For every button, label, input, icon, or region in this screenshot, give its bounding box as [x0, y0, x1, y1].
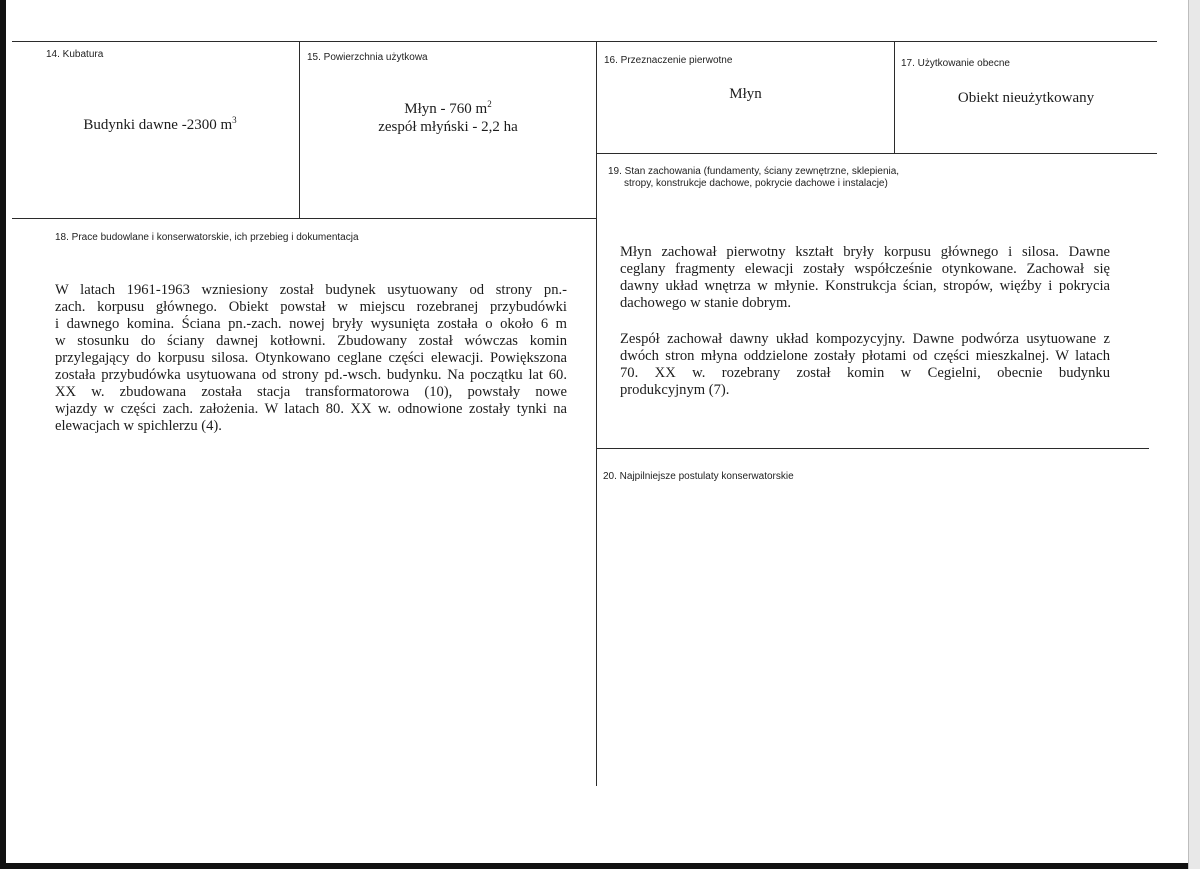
field-14-value: [40, 117, 280, 134]
prace-line: XX w. zbudowana została stacja transformatorowa (10), powstały nowe: [55, 384, 567, 400]
scan-edge-right: [1188, 0, 1200, 869]
field-19-para-2: [620, 331, 1110, 399]
field-19-label: 19. Stan zachowania (fundamenty, ściany zewnętrzne, sklepienia,: [608, 166, 900, 177]
prace-line: zach. korpusu głównego. Obiekt powstał w miejscu rozebranej przybudówki: [55, 299, 567, 315]
powierzchnia-unit-sup: 2: [487, 99, 492, 109]
scan-edge-left: [0, 0, 6, 869]
prace-line: w stosunku do ściany dawnej kotłowni. Zbudowany został wówczas komin: [55, 333, 567, 349]
field-15-value-line1: [300, 101, 596, 118]
field-16-value: Młyn: [729, 86, 762, 102]
stan-line: dwóch stron młyna oddzielone zostały płotami od części mieszkalnej. W latach: [620, 348, 1110, 364]
stan-line: ceglany fragmenty elewacji zostały współcześnie otynkowane. Zachował się: [620, 261, 1110, 277]
stan-line: dawny układ wnętrza w młynie. Konstrukcja ścian, stropów, więźby i pokrycia: [620, 278, 1110, 294]
field-17-value: Obiekt nieużytkowany: [957, 90, 1095, 106]
prace-line: elewacjach w spichlerzu (4).: [55, 418, 222, 434]
field-20-label: 20. Najpilniejsze postulaty konserwatorskie: [603, 471, 794, 482]
stan-line: Młyn zachował pierwotny kształt bryły korpusu głównego i silosa. Dawne: [620, 244, 1110, 260]
middle-left-rule: [12, 218, 597, 219]
field-19-para-1: [620, 244, 1110, 312]
prace-line: wjazdy w części zach. założenia. W latach 80. XX w. odnowione zostały tynki na: [55, 401, 567, 417]
prace-line: i dawnego komina. Ściana pn.-zach. nowej bryły wysunięta została o około 6 m: [55, 316, 567, 332]
powierzchnia-mlyn: Młyn - 760 m: [404, 101, 488, 117]
stan-line: Zespół zachował dawny układ kompozycyjny. Dawne podwórza usytuowane z: [620, 331, 1110, 347]
main-vertical-divider: [596, 41, 597, 786]
stan-line: dachowego w stanie dobrym.: [620, 295, 792, 311]
top-rule: [12, 41, 1157, 42]
prace-line: W latach 1961-1963 wzniesiony został budynek usytuowany od strony pn.-: [55, 282, 567, 298]
upper-right-rule: [597, 153, 1157, 154]
kubatura-text: Budynki dawne -2300 m: [83, 117, 233, 133]
field-15-value-line2: zespół młyński - 2,2 ha: [378, 119, 518, 135]
stan-line: produkcyjnym (7).: [620, 382, 730, 398]
field-17-label: 17. Użytkowanie obecne: [901, 58, 1010, 69]
lower-right-rule: [597, 448, 1149, 449]
field-19-label-cont: stropy, konstrukcje dachowe, pokrycie dachowe i instalacje): [624, 178, 888, 189]
field-18-label: 18. Prace budowlane i konserwatorskie, ich przebieg i dokumentacja: [55, 232, 359, 243]
field-16-label: 16. Przeznaczenie pierwotne: [604, 55, 733, 66]
field-18-text: [55, 282, 567, 435]
field-15-label: 15. Powierzchnia użytkowa: [307, 52, 428, 63]
scan-edge-bottom: [0, 863, 1200, 869]
field-14-label: 14. Kubatura: [46, 49, 104, 60]
prace-line: została przybudówka usytuowana od strony pd.-wsch. budynku. Na początku lat 60.: [55, 367, 567, 383]
stan-line: 70. XX w. rozebrany został komin w Cegielni, obecnie budynku: [620, 365, 1110, 381]
prace-line: przylegający do korpusu silosa. Otynkowano ceglane części elewacji. Powiększona: [55, 350, 567, 366]
kubatura-unit-sup: 3: [232, 115, 237, 125]
